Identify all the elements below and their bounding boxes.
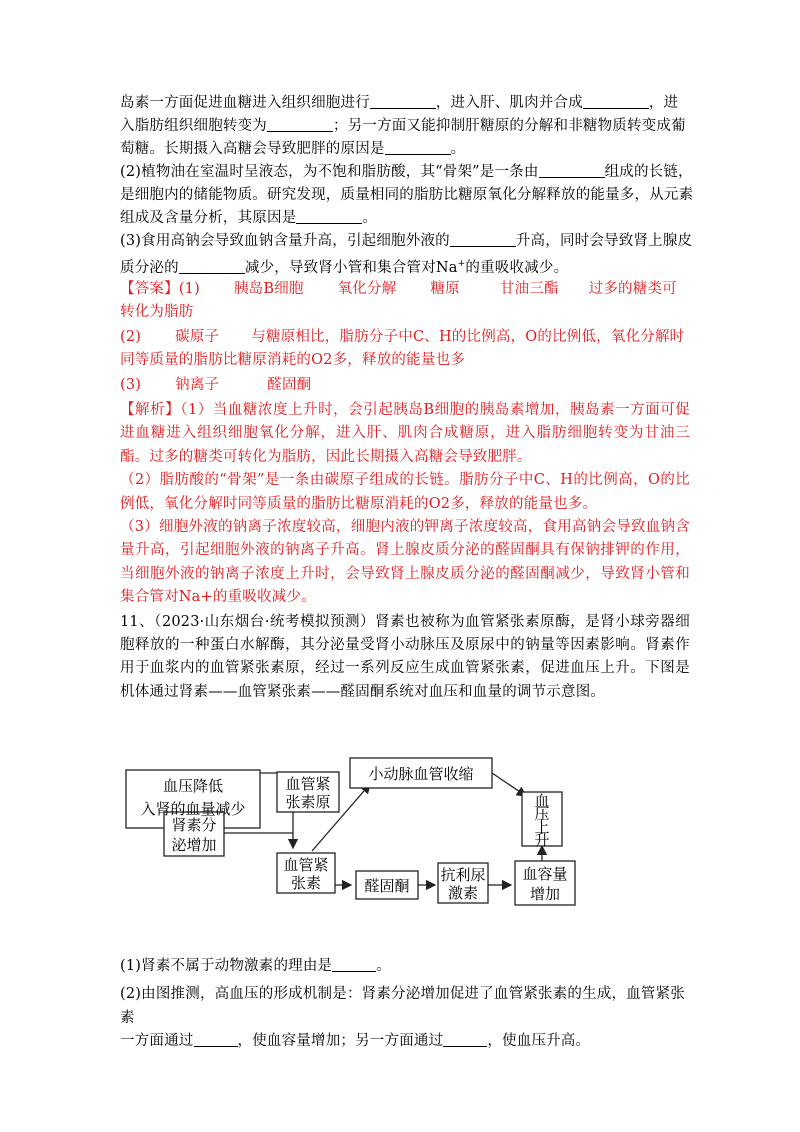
answer-blank [296,208,362,224]
superscript: + [457,259,466,269]
answer-line-2 [120,326,690,349]
text-line [120,161,693,184]
box-label: 张素 [290,874,322,892]
box-label: 血管紧 [285,775,331,793]
text: 一方面通过 [120,1033,194,1049]
box-label: 入肾的血量减少 [140,800,246,818]
answer-blank [385,139,451,155]
answer-line-2b [120,349,690,372]
analysis-paragraph-2: （2）脂肪酸的“骨架”是一条由碳原子组成的长链。脂肪分子中C、H的比例高，O的比例低，氧化分解时同等质量的脂肪比糖原消耗的O2多，释放的能量也多。 [120,472,690,512]
question-11-sub2 [120,983,690,1054]
answer-item: 胰岛B细胞 [233,281,304,297]
answer-item: 同等质量的脂肪比糖原消耗的O2多，释放的能量也多 [120,352,465,368]
text: 。 [362,210,378,226]
answer-blank [179,258,245,274]
text: 的重吸收减少。 [465,259,569,276]
text: (3)食用高钠会导致血钠含量升高，引起细胞外液的 [120,233,450,249]
page-body [120,92,694,704]
answer-item: 碳原子 [175,329,220,345]
answer-line-1b [120,301,690,324]
text: (1)肾素不属于动物激素的理由是 [120,958,333,974]
text: 萄糖。长期摄入高糖会导致肥胖的原因是 [120,141,385,157]
answer-item: 过多的糖类可 [588,281,677,297]
text-line [120,138,690,161]
text: 入脂肪组织细胞转变为 [120,118,267,134]
box-label: 肾素分 [171,816,217,834]
answer-blank [194,1031,238,1047]
answer-item: 钠离子 [175,377,220,393]
box-label: 增加 [529,885,561,903]
question-11-sub1 [120,955,690,979]
text: ，使血容量增加；另一方面通过 [237,1033,444,1049]
answer-blank [450,231,516,247]
text: 。 [450,141,466,157]
analysis-paragraph-1 [120,399,690,469]
text: ，进 [648,95,679,111]
answer-blank [443,1031,487,1047]
text-line [120,92,690,115]
text: (2)植物油在室温时呈液态，为不饱和脂肪酸，其“骨架”是一条由 [120,164,539,180]
answer-item: 糖原 [430,281,460,297]
answer-line-1 [120,278,690,301]
text: 减少，导致肾小管和集合管对Na [244,259,458,276]
analysis-label: 【解析】 [120,402,181,418]
box-label: 小动脉血管收缩 [368,765,474,783]
answer-item: 氧化分解 [337,281,397,297]
answer-blank [370,93,436,109]
box-label: 激素 [447,884,479,902]
text-line [120,207,690,230]
text: 组成及含量分析，其原因是 [120,210,297,226]
analysis-text: （1）当血糖浓度上升时，会引起胰岛B细胞的胰岛素增加，胰岛素一方面可促进血糖进入组织细胞氧化分解，进入肝、肌肉合成糖原，进入脂肪细胞转变为甘油三酯。过多的糖类可转化为脂肪，因此长期摄入高糖会导致肥胖。 [120,402,690,465]
box-label: 张素原 [285,793,331,811]
text: ，使血压升高。 [487,1033,591,1049]
box-label: 血容量 [522,865,568,883]
question-11-stem: 11、（2023·山东烟台·统考模拟预测）肾素也被称为血管紧张素原酶，是肾小球旁器细胞释放的一种蛋白水解酶，其分泌量受肾小动脉压及原尿中的钠量等因素影响。肾素作用于血浆内的血管紧张素原，经过一系列反应生成血管紧张素，促进血压上升。下图是机体通过肾素——血管紧张素——醛固酮系统对血压和血量的调节示意图。 [120,613,690,700]
answer-blank [583,93,649,109]
text: (2)由图推测，高血压的形成机制是：肾素分泌增加促进了血管紧张素的生成，血管紧张素 [120,986,686,1026]
answer-item: 醛固酮 [267,377,312,393]
answer-item: 甘油三酯 [499,281,559,297]
box-label: 血压降低 [162,777,224,795]
text: 组成的长链， [604,164,693,180]
box-label: 血 [534,792,550,810]
answer-item: 与糖原相比，脂肪分子中C、H的比例高，O的比例低，氧化分解时 [251,329,685,345]
text: 岛素一方面促进血糖进入组织细胞进行 [120,95,370,111]
text-line [120,115,690,138]
text: 质分泌的 [120,259,179,276]
answer-blank [332,956,376,972]
box-label: 压 [534,805,550,823]
answer-line-3 [120,374,690,397]
answer-label: 【答案】 [120,281,179,297]
raas-diagram [118,748,598,943]
text: 升高，同时会导致肾上腺皮 [515,233,693,249]
box-label: 血管紧 [283,856,329,874]
analysis-paragraph-3: （3）细胞外液的钠离子浓度较高，细胞内液的钾离子浓度较高，食用高钠会导致血钠含量升高，引起细胞外液的钠离子升高。肾上腺皮质分泌的醛固酮具有保钠排钾的作用，当细胞外液的钠离子浓度上升时，会导致肾上腺皮质分泌的醛固酮减少，导致肾小管和集合管对Na+的重吸收减少。 [120,519,690,606]
answer-number: (2) [120,329,142,345]
answer-number: (3) [120,377,142,393]
text-line [120,230,693,253]
box-label: 上 [534,818,550,836]
answer-item: 转化为脂肪 [120,304,194,320]
text-line [120,184,694,207]
answer-blank [539,162,605,178]
box-label: 醛固酮 [364,877,410,895]
box-label: 升 [534,831,550,849]
answer-number: (1) [178,281,200,297]
box-label: 泌增加 [171,836,217,854]
text: ；另一方面又能抑制肝糖原的分解和非糖物质转变成葡 [333,118,686,134]
text-line [120,253,690,276]
text: 。 [376,958,391,974]
arrow [492,773,526,796]
box-label: 抗利尿 [440,866,486,884]
text: ，进入肝、肌肉并合成 [435,95,583,111]
answer-blank [267,116,333,132]
text: 是细胞内的储能物质。研究发现，质量相同的脂肪比糖原氧化分解释放的能量多，从元素 [120,187,694,203]
